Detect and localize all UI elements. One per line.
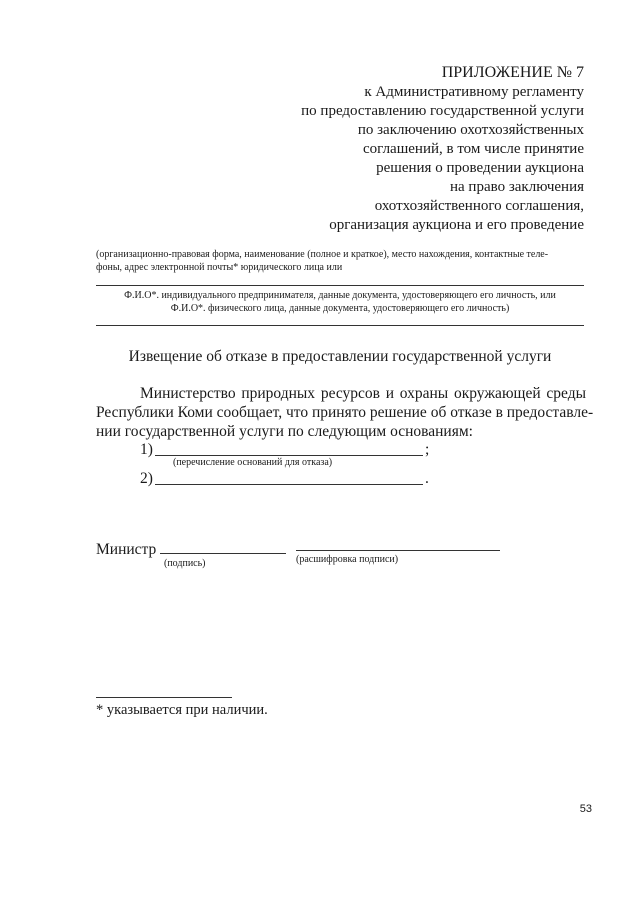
- reason-1-end: ;: [425, 441, 430, 458]
- header-line: по предоставлению государственной услуги: [301, 103, 584, 119]
- signature-line: [160, 553, 286, 554]
- applicant-fill-line-1: [96, 285, 584, 286]
- decode-line: [296, 550, 500, 551]
- org-description-line1: (организационно-правовая форма, наименование (полное и краткое), место нахождения, контактные теле-: [96, 249, 549, 260]
- header-line: решения о проведении аукциона: [376, 160, 584, 176]
- header-line: на право заключения: [450, 179, 584, 195]
- notice-title: Извещение об отказе в предоставлении государственной услуги: [128, 348, 552, 365]
- reason-hint: (перечисление оснований для отказа): [173, 457, 333, 468]
- footnote-separator: [96, 697, 232, 698]
- header-line: охотхозяйственного соглашения,: [374, 198, 584, 214]
- reason-2-number: 2): [140, 470, 153, 487]
- reason-2-end: .: [425, 470, 429, 487]
- appendix-title: ПРИЛОЖЕНИЕ № 7: [441, 64, 584, 81]
- signature-hint: (подпись): [164, 558, 206, 569]
- notice-paragraph-line2: Республики Коми сообщает, что принято решение об отказе в предоставле-: [96, 404, 594, 421]
- applicant-fill-line-2: [96, 325, 584, 326]
- reason-2-fill-line: [155, 484, 423, 485]
- notice-paragraph-line1: Министерство природных ресурсов и охраны окружающей среды: [140, 385, 586, 402]
- header-line: по заключению охотхозяйственных: [357, 122, 584, 138]
- header-line: организация аукциона и его проведение: [329, 217, 584, 233]
- decode-hint: (расшифровка подписи): [296, 554, 399, 565]
- reason-1-number: 1): [140, 441, 153, 458]
- ip-description-line1: Ф.И.О*. индивидуального предпринимателя, данные документа, удостоверяющего его личность, или: [124, 290, 556, 301]
- notice-paragraph-line3: нии государственной услуги по следующим основаниям:: [96, 423, 473, 440]
- minister-label: Министр: [96, 541, 157, 558]
- ip-description-line2: Ф.И.О*. физического лица, данные документа, удостоверяющего его личность): [170, 303, 510, 314]
- header-line: соглашений, в том числе принятие: [363, 141, 584, 157]
- header-line: к Административному регламенту: [364, 84, 584, 100]
- page-number: 53: [579, 803, 592, 815]
- footnote: * указывается при наличии.: [96, 702, 268, 718]
- org-description-line2: фоны, адрес электронной почты* юридического лица или: [96, 262, 343, 273]
